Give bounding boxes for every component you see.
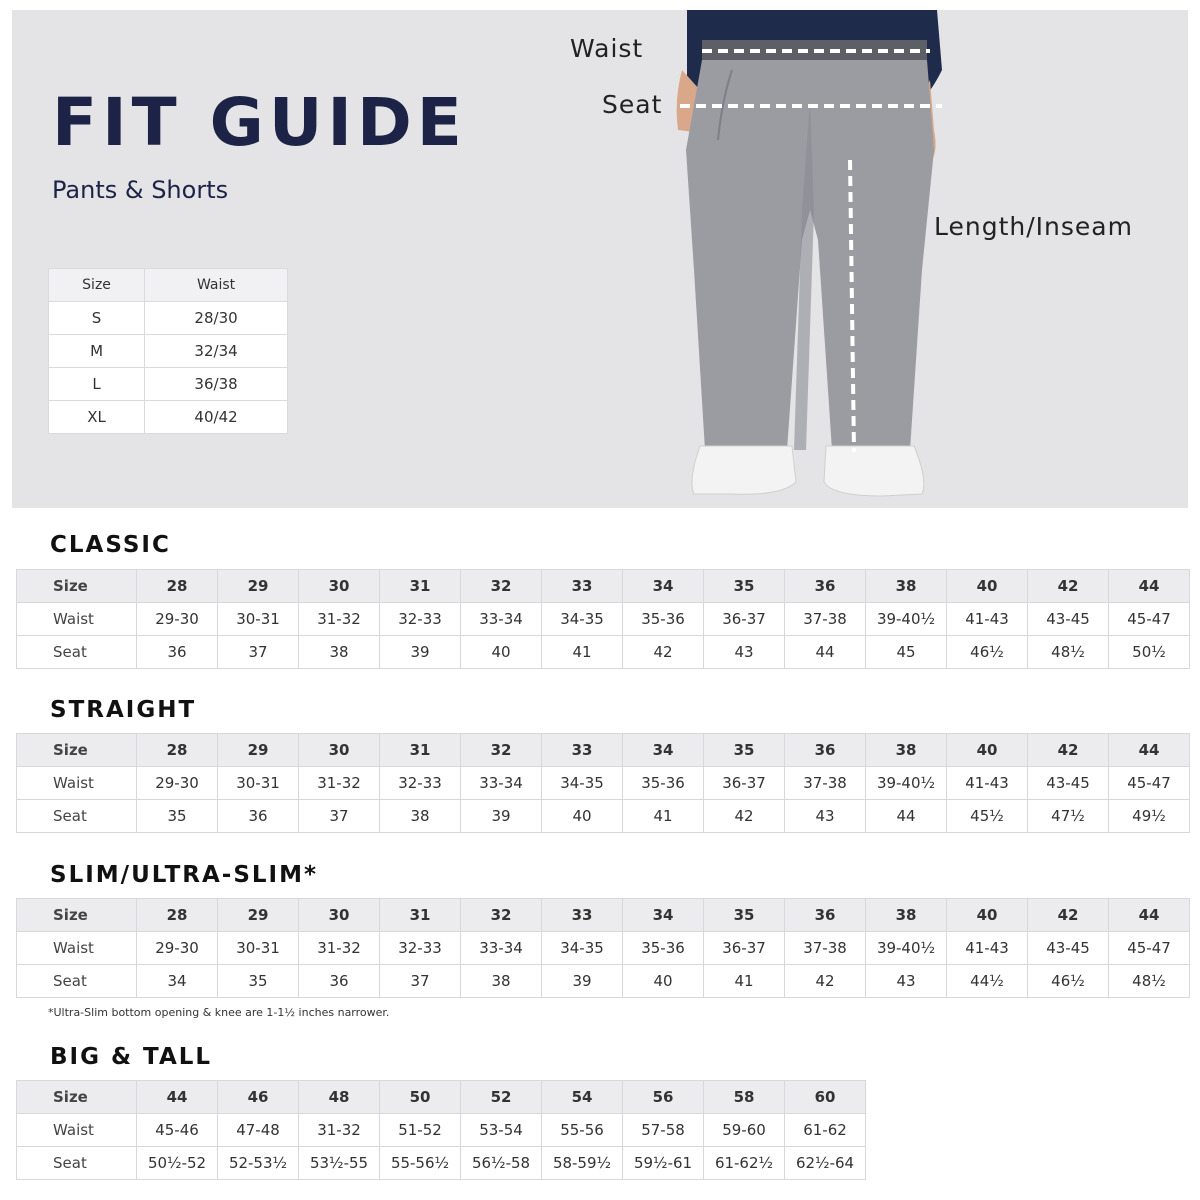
table-cell: 38	[380, 800, 461, 833]
table-cell: 44½	[947, 965, 1028, 998]
table-cell: 41	[704, 965, 785, 998]
table-cell: 41	[542, 636, 623, 669]
row-label: Seat	[17, 800, 137, 833]
table-cell: 31-32	[299, 767, 380, 800]
size-header-cell: 28	[137, 734, 218, 767]
table-row	[49, 302, 288, 335]
table-row	[17, 899, 1190, 932]
table-cell: 39-40½	[866, 932, 947, 965]
table-row	[49, 335, 288, 368]
size-header-cell: 36	[785, 734, 866, 767]
seat-label: Seat	[602, 90, 663, 119]
size-header-cell: 31	[380, 570, 461, 603]
size-header-cell: 29	[218, 570, 299, 603]
size-header-cell: 34	[623, 899, 704, 932]
size-header-cell: 44	[1109, 734, 1190, 767]
table-cell: 31-32	[299, 932, 380, 965]
row-label: Size	[17, 1081, 137, 1114]
table-cell: 28/30	[145, 302, 288, 335]
length-inseam-label: Length/Inseam	[934, 212, 1133, 241]
table-cell: 45-47	[1109, 767, 1190, 800]
table-row	[17, 603, 1190, 636]
table-cell: 32-33	[380, 932, 461, 965]
table-cell: 45-47	[1109, 603, 1190, 636]
table-cell: 29-30	[137, 603, 218, 636]
table-cell: 36/38	[145, 368, 288, 401]
table-cell: 33-34	[461, 603, 542, 636]
size-header-cell: 28	[137, 899, 218, 932]
table-cell: 36	[299, 965, 380, 998]
table-cell: 37-38	[785, 932, 866, 965]
classic-size-table	[16, 569, 1190, 669]
row-label: Waist	[17, 932, 137, 965]
size-header-cell: 38	[866, 899, 947, 932]
size-header-cell: 35	[704, 899, 785, 932]
size-header-cell: 46	[218, 1081, 299, 1114]
size-header-cell: 42	[1028, 734, 1109, 767]
table-cell: 57-58	[623, 1114, 704, 1147]
table-cell: 39-40½	[866, 603, 947, 636]
table-cell: 31-32	[299, 1114, 380, 1147]
table-cell: 31-32	[299, 603, 380, 636]
small-size-table	[48, 268, 288, 434]
table-cell: 30-31	[218, 932, 299, 965]
table-cell: 56½-58	[461, 1147, 542, 1180]
size-header-cell: 28	[137, 570, 218, 603]
table-cell: 51-52	[380, 1114, 461, 1147]
size-header-cell: 32	[461, 734, 542, 767]
table-cell: 36	[137, 636, 218, 669]
table-cell: 43-45	[1028, 767, 1109, 800]
size-header-cell: 44	[137, 1081, 218, 1114]
table-cell: 43	[704, 636, 785, 669]
table-cell: 47-48	[218, 1114, 299, 1147]
table-row	[17, 800, 1190, 833]
table-cell: 45	[866, 636, 947, 669]
row-label: Seat	[17, 965, 137, 998]
size-header-cell: 36	[785, 899, 866, 932]
size-header-cell: 35	[704, 570, 785, 603]
table-cell: 38	[461, 965, 542, 998]
size-header-cell: 33	[542, 899, 623, 932]
table-cell: 36	[218, 800, 299, 833]
table-cell: 41-43	[947, 767, 1028, 800]
size-header-cell: 34	[623, 570, 704, 603]
size-header-cell: 60	[785, 1081, 866, 1114]
straight-size-table	[16, 733, 1190, 833]
table-cell: 29-30	[137, 767, 218, 800]
table-cell: 37-38	[785, 603, 866, 636]
table-row	[17, 734, 1190, 767]
size-header-cell: 42	[1028, 899, 1109, 932]
row-label: Seat	[17, 1147, 137, 1180]
table-cell: 35	[137, 800, 218, 833]
row-label: Waist	[17, 767, 137, 800]
table-row	[17, 767, 1190, 800]
table-cell: 40	[542, 800, 623, 833]
table-cell: 39-40½	[866, 767, 947, 800]
section-title-classic: CLASSIC	[50, 532, 171, 558]
table-cell: 39	[380, 636, 461, 669]
table-cell: 42	[623, 636, 704, 669]
table-cell: 49½	[1109, 800, 1190, 833]
table-cell: 37	[380, 965, 461, 998]
table-cell: 35	[218, 965, 299, 998]
table-cell: 41	[623, 800, 704, 833]
table-cell: 34-35	[542, 932, 623, 965]
size-header-cell: 33	[542, 734, 623, 767]
size-header-cell: 58	[704, 1081, 785, 1114]
table-cell: 53-54	[461, 1114, 542, 1147]
table-row	[17, 636, 1190, 669]
size-header-cell: 36	[785, 570, 866, 603]
size-header-cell: 44	[1109, 899, 1190, 932]
table-cell: 45½	[947, 800, 1028, 833]
table-cell: 47½	[1028, 800, 1109, 833]
section-title-big-tall: BIG & TALL	[50, 1044, 213, 1070]
size-header-cell: 42	[1028, 570, 1109, 603]
table-cell: 34-35	[542, 603, 623, 636]
table-cell: 35-36	[623, 932, 704, 965]
table-cell: 39	[461, 800, 542, 833]
size-header-cell: 54	[542, 1081, 623, 1114]
table-cell: 37	[299, 800, 380, 833]
row-label: Size	[17, 570, 137, 603]
size-header-cell: 38	[866, 734, 947, 767]
table-cell: 34	[137, 965, 218, 998]
table-cell: 61-62	[785, 1114, 866, 1147]
table-row	[49, 269, 288, 302]
table-cell: 41-43	[947, 932, 1028, 965]
table-cell: 52-53½	[218, 1147, 299, 1180]
hero-panel	[12, 10, 1188, 508]
row-label: Seat	[17, 636, 137, 669]
table-row	[49, 401, 288, 434]
table-cell: 50½	[1109, 636, 1190, 669]
table-cell: 50½-52	[137, 1147, 218, 1180]
row-label: Waist	[17, 1114, 137, 1147]
size-header-cell: 29	[218, 899, 299, 932]
size-header-cell: 38	[866, 570, 947, 603]
table-cell: 42	[785, 965, 866, 998]
page-subtitle: Pants & Shorts	[52, 176, 229, 204]
size-header-cell: 40	[947, 899, 1028, 932]
table-cell: 40/42	[145, 401, 288, 434]
size-header-cell: 32	[461, 570, 542, 603]
section-title-straight: STRAIGHT	[50, 697, 197, 723]
table-cell: 43	[785, 800, 866, 833]
table-cell: 43	[866, 965, 947, 998]
table-cell: 34-35	[542, 767, 623, 800]
table-cell: 53½-55	[299, 1147, 380, 1180]
table-cell: 30-31	[218, 767, 299, 800]
size-header-cell: 35	[704, 734, 785, 767]
row-label: Size	[17, 734, 137, 767]
big-tall-size-table	[16, 1080, 866, 1180]
table-cell: 32-33	[380, 767, 461, 800]
table-cell: 55-56½	[380, 1147, 461, 1180]
table-cell: M	[49, 335, 145, 368]
table-cell: 30-31	[218, 603, 299, 636]
table-cell: 58-59½	[542, 1147, 623, 1180]
table-cell: 32-33	[380, 603, 461, 636]
table-cell: 40	[461, 636, 542, 669]
size-header-cell: 44	[1109, 570, 1190, 603]
table-cell: 45-46	[137, 1114, 218, 1147]
size-header-cell: 40	[947, 570, 1028, 603]
table-cell: 33-34	[461, 932, 542, 965]
table-cell: XL	[49, 401, 145, 434]
table-cell: 61-62½	[704, 1147, 785, 1180]
column-header-size: Size	[49, 269, 145, 302]
table-cell: 44	[866, 800, 947, 833]
pants-model-illustration	[582, 10, 982, 508]
table-cell: 37	[218, 636, 299, 669]
size-header-cell: 30	[299, 734, 380, 767]
table-row	[17, 1147, 866, 1180]
size-header-cell: 30	[299, 899, 380, 932]
waist-label: Waist	[570, 34, 644, 63]
table-cell: 46½	[947, 636, 1028, 669]
size-header-cell: 30	[299, 570, 380, 603]
size-header-cell: 40	[947, 734, 1028, 767]
table-cell: 35-36	[623, 767, 704, 800]
table-row	[17, 1114, 866, 1147]
table-cell: 39	[542, 965, 623, 998]
size-header-cell: 56	[623, 1081, 704, 1114]
table-row	[49, 368, 288, 401]
table-cell: 44	[785, 636, 866, 669]
table-cell: L	[49, 368, 145, 401]
slim-size-table	[16, 898, 1190, 998]
size-header-cell: 31	[380, 899, 461, 932]
table-row	[17, 1081, 866, 1114]
size-header-cell: 29	[218, 734, 299, 767]
table-cell: 38	[299, 636, 380, 669]
size-header-cell: 33	[542, 570, 623, 603]
table-cell: 35-36	[623, 603, 704, 636]
table-cell: 59½-61	[623, 1147, 704, 1180]
size-header-cell: 48	[299, 1081, 380, 1114]
table-cell: 45-47	[1109, 932, 1190, 965]
size-header-cell: 52	[461, 1081, 542, 1114]
size-header-cell: 31	[380, 734, 461, 767]
size-header-cell: 32	[461, 899, 542, 932]
table-cell: 42	[704, 800, 785, 833]
size-header-cell: 50	[380, 1081, 461, 1114]
table-row	[17, 965, 1190, 998]
table-cell: S	[49, 302, 145, 335]
table-cell: 40	[623, 965, 704, 998]
table-cell: 36-37	[704, 603, 785, 636]
row-label: Waist	[17, 603, 137, 636]
table-cell: 55-56	[542, 1114, 623, 1147]
size-header-cell: 34	[623, 734, 704, 767]
ultra-slim-footnote: *Ultra-Slim bottom opening & knee are 1-1½ inches narrower.	[48, 1006, 390, 1019]
page-title: FIT GUIDE	[52, 84, 467, 161]
table-cell: 62½-64	[785, 1147, 866, 1180]
table-cell: 33-34	[461, 767, 542, 800]
table-cell: 37-38	[785, 767, 866, 800]
table-cell: 59-60	[704, 1114, 785, 1147]
table-cell: 48½	[1028, 636, 1109, 669]
table-row	[17, 932, 1190, 965]
table-cell: 32/34	[145, 335, 288, 368]
table-cell: 43-45	[1028, 932, 1109, 965]
table-cell: 36-37	[704, 767, 785, 800]
table-cell: 29-30	[137, 932, 218, 965]
table-cell: 48½	[1109, 965, 1190, 998]
row-label: Size	[17, 899, 137, 932]
section-title-slim: SLIM/ULTRA-SLIM*	[50, 862, 319, 888]
table-cell: 43-45	[1028, 603, 1109, 636]
table-cell: 41-43	[947, 603, 1028, 636]
table-row	[17, 570, 1190, 603]
column-header-waist: Waist	[145, 269, 288, 302]
table-cell: 46½	[1028, 965, 1109, 998]
table-cell: 36-37	[704, 932, 785, 965]
